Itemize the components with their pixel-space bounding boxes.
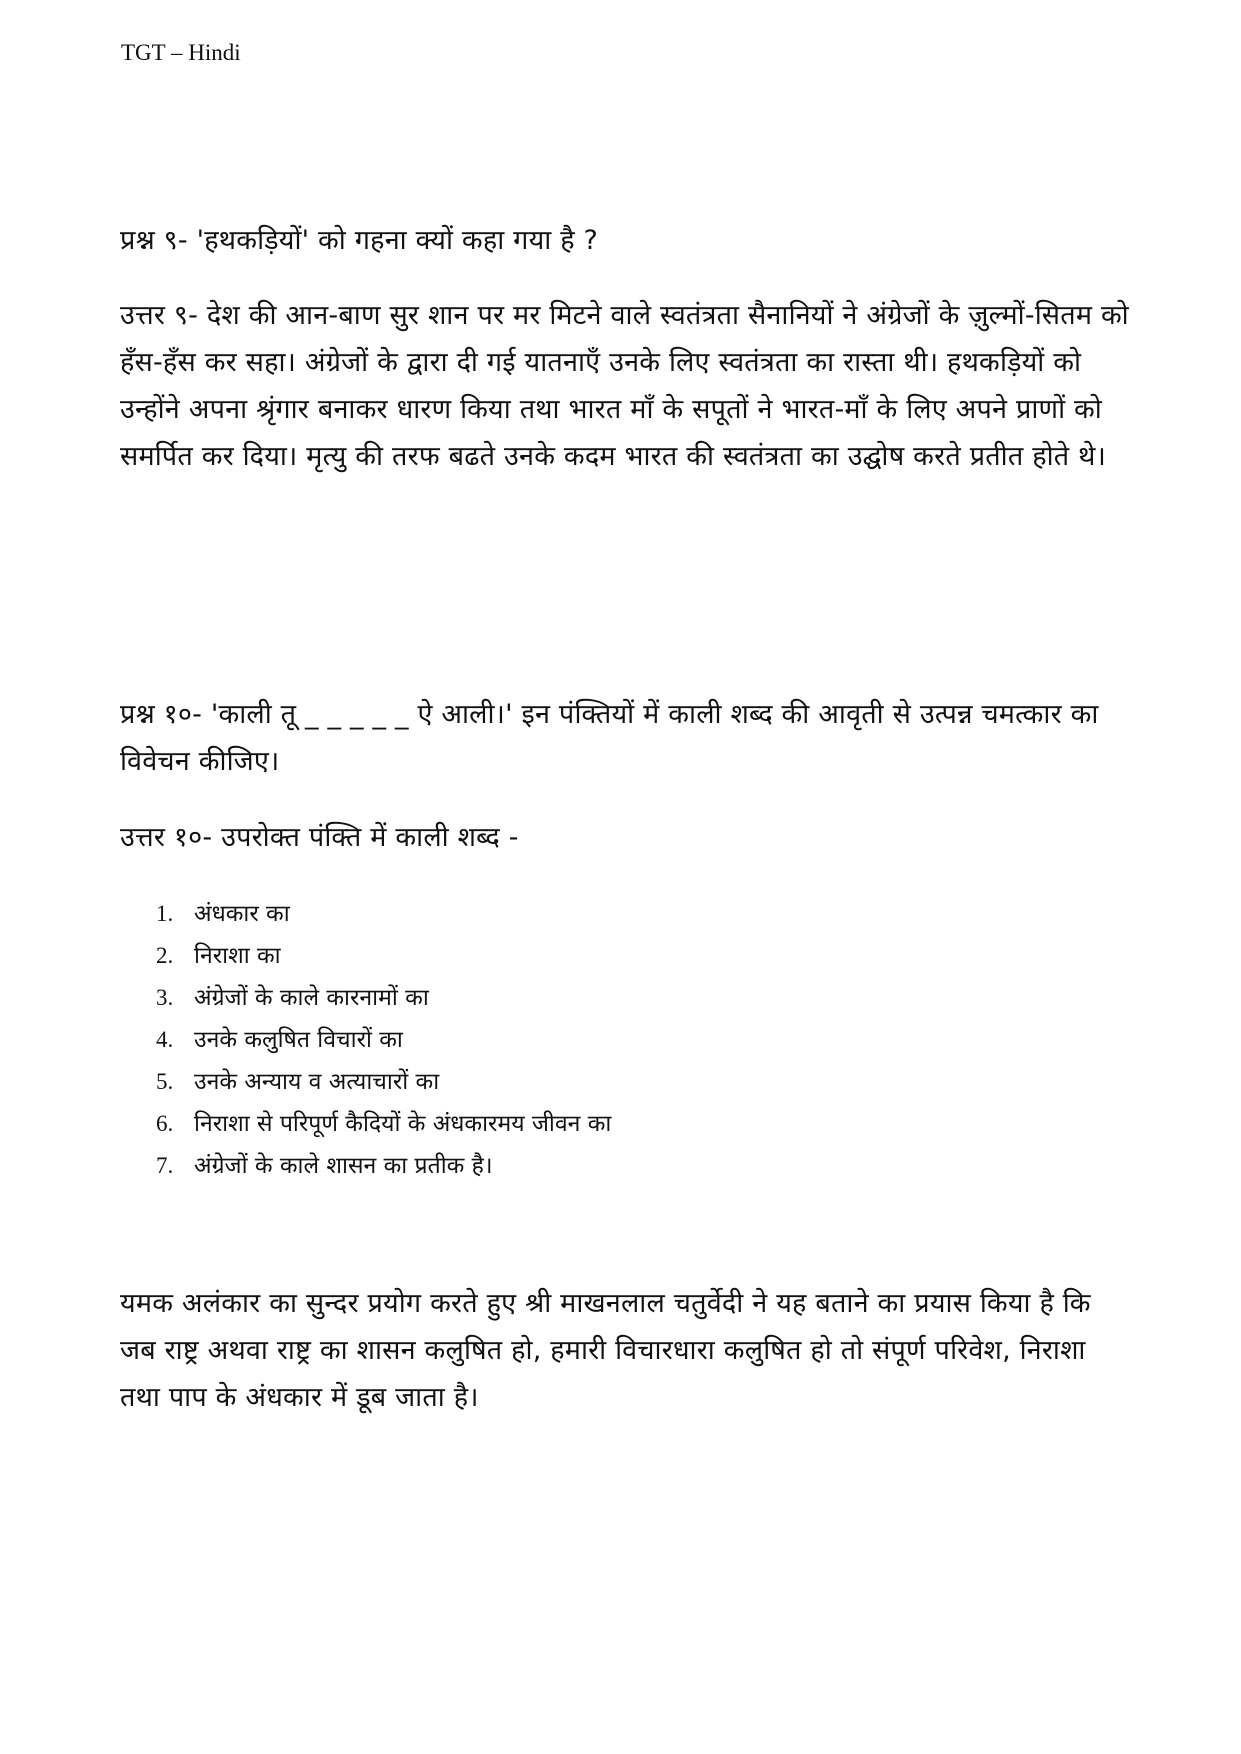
list-item-text: निराशा का <box>194 943 281 969</box>
question-10: प्रश्न १०- 'काली तू _ _ _ _ _ ऐ आली।' इन पंक्तियों में काली शब्द की आवृती से उत्पन्न चमत्कार का विवेचन कीजिए। <box>120 699 1099 777</box>
list-item <box>156 935 611 977</box>
question-9: प्रश्न ९- 'हथकड़ियों' को गहना क्यों कहा गया है ? <box>120 225 599 256</box>
list-item-number: 2. <box>156 943 174 968</box>
list-item-text: निराशा से परिपूर्ण कैदियों के अंधकारमय जीवन का <box>194 1111 612 1137</box>
list-item-number: 3. <box>156 985 174 1010</box>
list-item <box>156 977 611 1019</box>
list-item-number: 6. <box>156 1111 174 1136</box>
list-item-number: 7. <box>156 1153 174 1178</box>
list-item-text: अंग्रेजों के काले शासन का प्रतीक है। <box>194 1153 493 1179</box>
list-item <box>156 1061 611 1103</box>
summary-paragraph: यमक अलंकार का सुन्दर प्रयोग करते हुए श्री माखनलाल चतुर्वेदी ने यह बताने का प्रयास किया है कि जब राष्ट्र अथवा राष्ट्र का शासन कलुषित हो, हमारी विचारधारा कलुषित हो तो संपूर्ण परिवेश, निराशा तथा पाप के अंधकार में डूब जाता है। <box>120 1288 1091 1413</box>
list-item <box>156 1145 611 1187</box>
list-item-text: अंधकार का <box>194 901 290 927</box>
answer-9: उत्तर ९- देश की आन-बाण सुर शान पर मर मिटने वाले स्वतंत्रता सैनानियों ने अंग्रेजों के ज़ुल्मों-सितम को हँस-हँस कर सहा। अंग्रेजों के द्वारा दी गई यातनाएँ उनके लिए स्वतंत्रता का रास्ता थी। हथकड़ियों को उन्होंने अपना श्रृंगार बनाकर धारण किया तथा भारत माँ के सपूतों ने भारत-माँ के लिए अपने प्राणों को समर्पित कर दिया। मृत्यु की तरफ बढते उनके कदम भारत की स्वतंत्रता का उद्घोष करते प्रतीत होते थे। <box>120 300 1129 472</box>
answer-10-intro: उत्तर १०- उपरोक्त पंक्ति में काली शब्द - <box>120 822 519 853</box>
list-item-text: अंग्रेजों के काले कारनामों का <box>194 985 429 1011</box>
list-item-text: उनके कलुषित विचारों का <box>194 1027 403 1053</box>
list-item <box>156 1103 611 1145</box>
list-item-number: 5. <box>156 1069 174 1094</box>
list-item <box>156 1019 611 1061</box>
list-item-number: 4. <box>156 1027 174 1052</box>
list-item <box>156 893 611 935</box>
list-item-number: 1. <box>156 901 174 926</box>
page-header: TGT – Hindi <box>121 40 241 65</box>
list-item-text: उनके अन्याय व अत्याचारों का <box>194 1069 440 1095</box>
answer-10-list <box>156 893 611 1187</box>
